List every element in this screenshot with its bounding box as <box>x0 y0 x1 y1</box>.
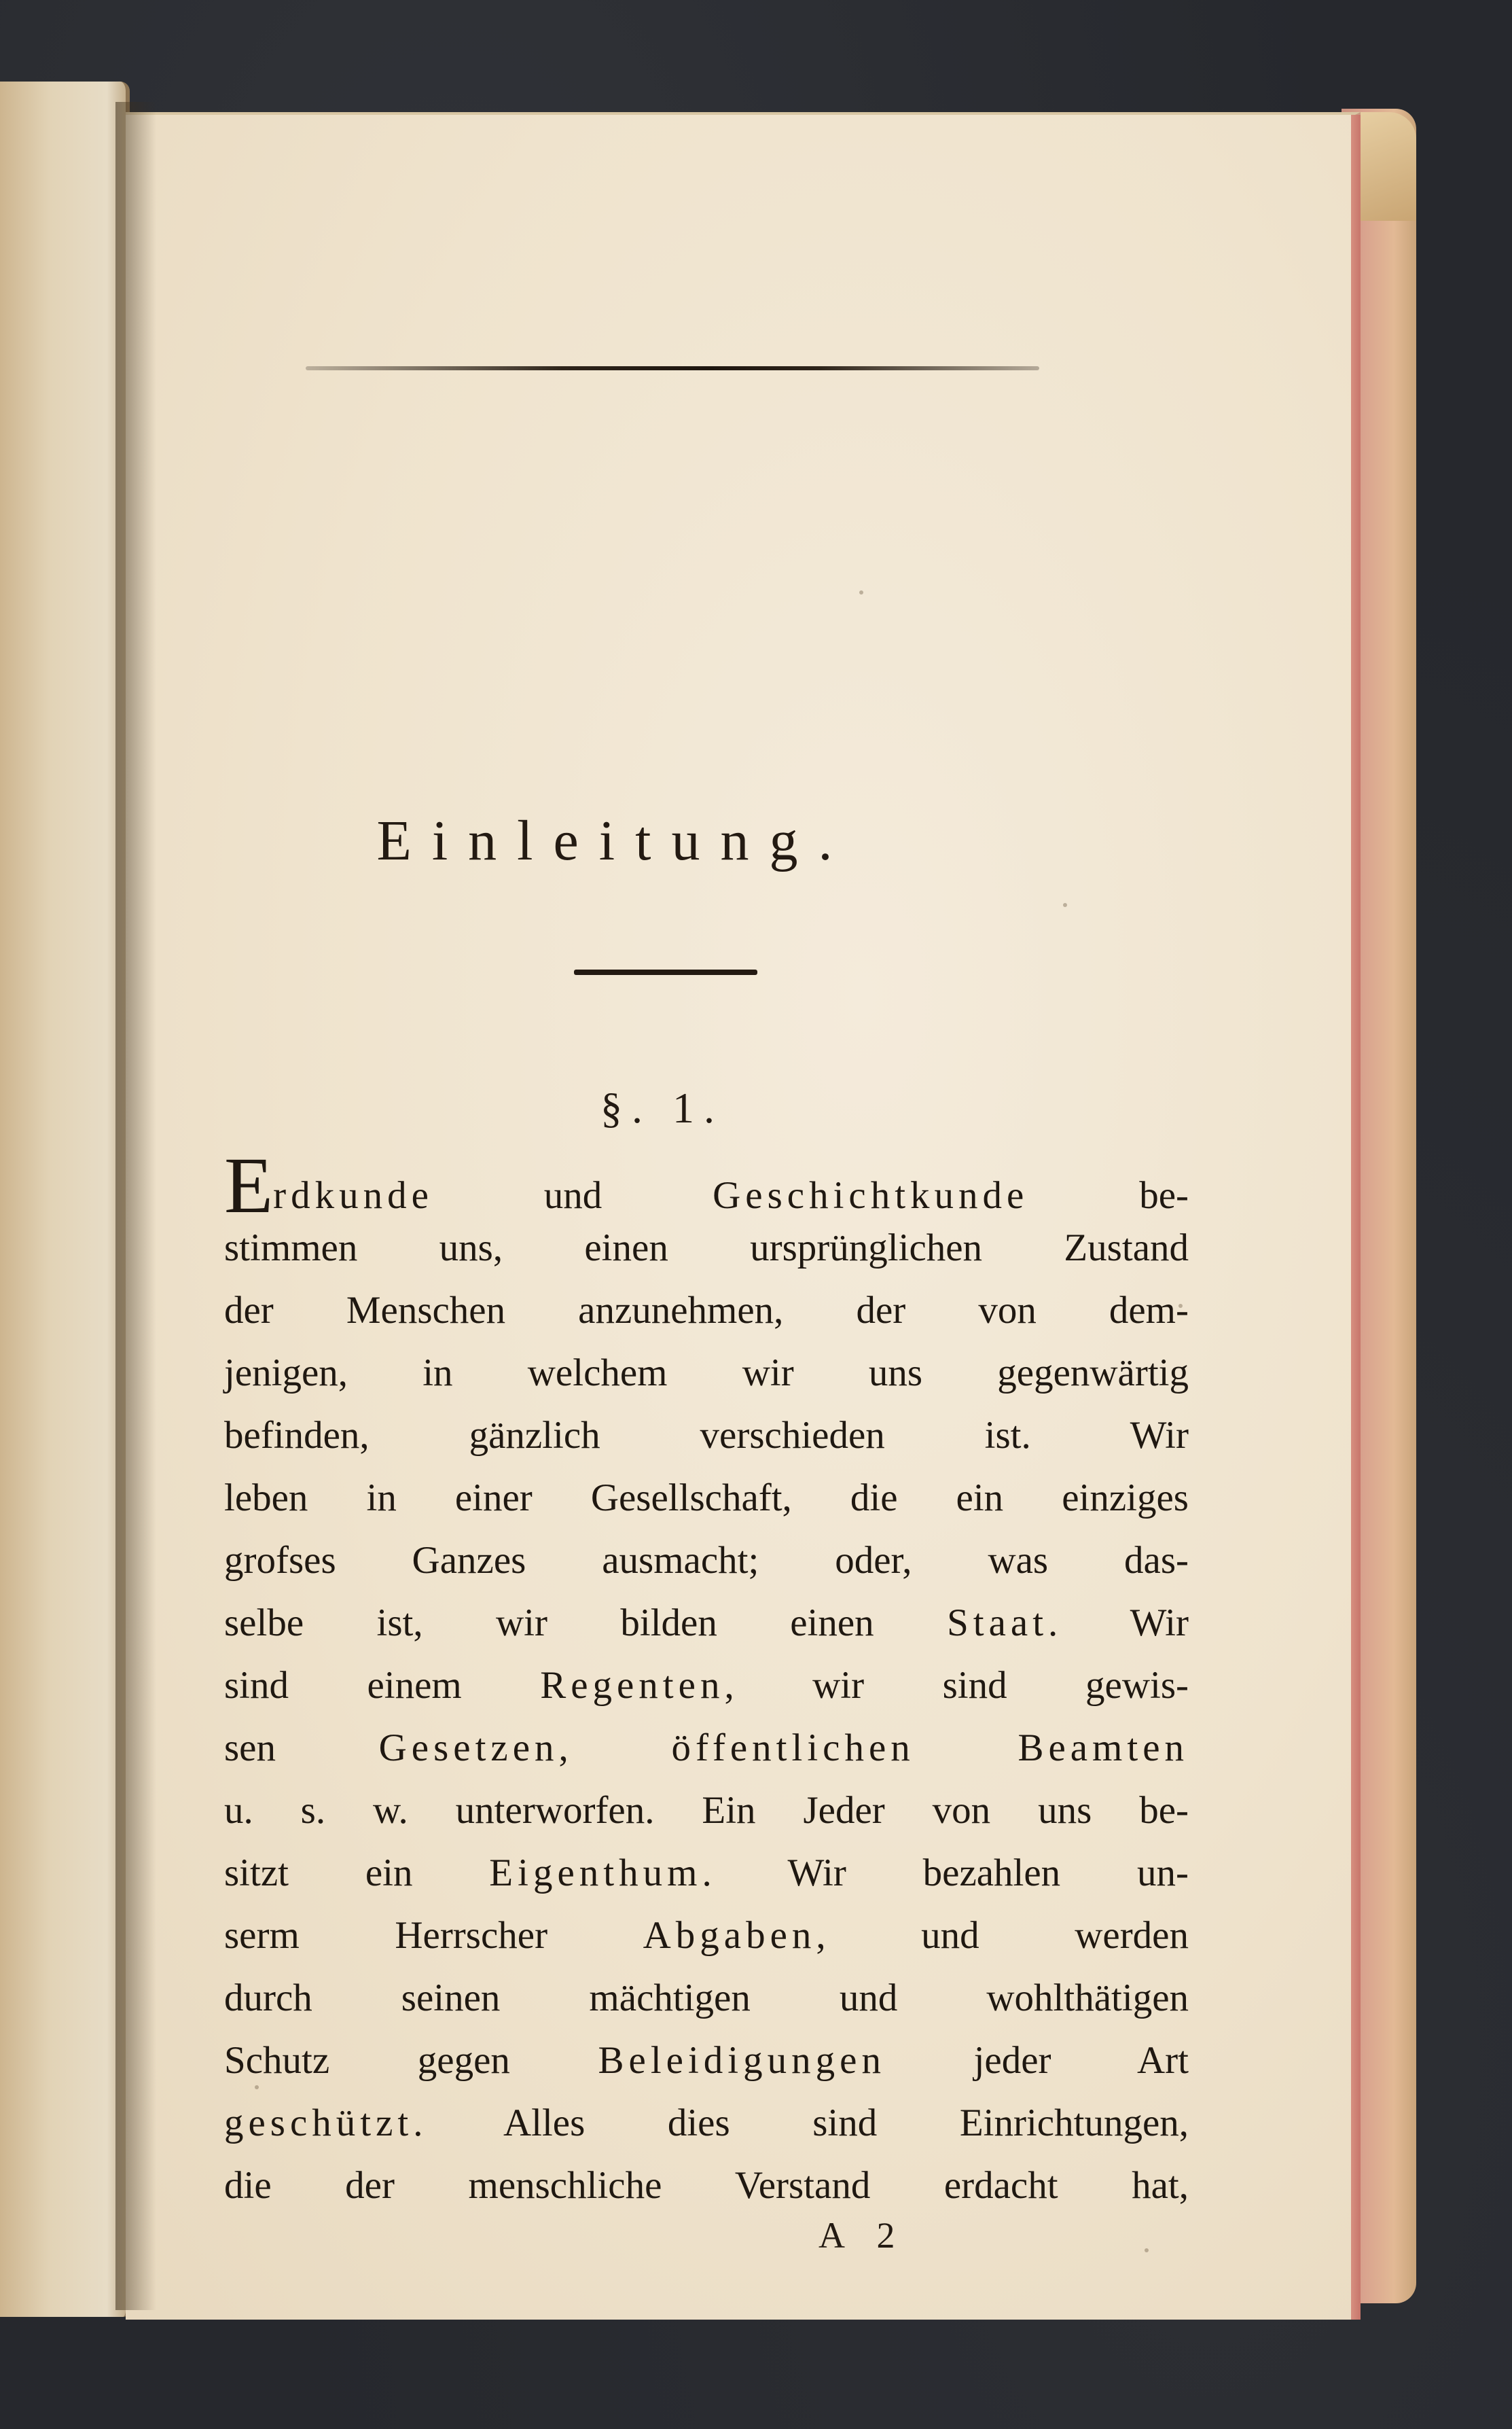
page-edge-red <box>1351 115 1361 2320</box>
text-line: sen Gesetzen, öffentlichen Beamten <box>224 1726 1189 1769</box>
text-line: u. s. w. unterworfen. Ein Jeder von uns be- <box>224 1789 1189 1832</box>
text-line: grofses Ganzes ausmacht; oder, was das- <box>224 1539 1189 1582</box>
text-line: leben in einer Gesellschaft, die ein einziges <box>224 1476 1189 1519</box>
paper-speck <box>255 2085 259 2089</box>
text-line: Schutz gegen Beleidigungen jeder Art <box>224 2039 1189 2082</box>
text-line: geschützt. Alles dies sind Einrichtungen, <box>224 2102 1189 2144</box>
text-line: durch seinen mächtigen und wohlthätigen <box>224 1976 1189 2019</box>
paper-speck <box>1178 1304 1183 1308</box>
text-line: sitzt ein Eigenthum. Wir bezahlen un- <box>224 1851 1189 1894</box>
body-text <box>224 1141 1189 2217</box>
initial-letter: E <box>224 1141 274 1230</box>
text-line: Erdkunde und Geschichtkunde be- <box>224 1141 1189 1230</box>
top-rule <box>306 366 1039 370</box>
book-cover-fold <box>1352 112 1416 221</box>
text-line: sind einem Regenten, wir sind gewis- <box>224 1664 1189 1707</box>
text-line: stimmen uns, einen ursprünglichen Zustand <box>224 1226 1189 1269</box>
section-heading: §. 1. <box>600 1084 724 1132</box>
text-line: die der menschliche Verstand erdacht hat, <box>224 2164 1189 2207</box>
page-title: Einleitung. <box>376 809 853 872</box>
title-rule <box>574 970 757 975</box>
text-line: der Menschen anzunehmen, der von dem- <box>224 1289 1189 1332</box>
text-line: befinden, gänzlich verschieden ist. Wir <box>224 1414 1189 1457</box>
gutter-shadow <box>115 102 156 2310</box>
paper-speck <box>1063 903 1067 907</box>
signature-mark: A 2 <box>818 2215 907 2256</box>
previous-page <box>0 82 130 2317</box>
paper-speck <box>859 590 863 595</box>
text-line: selbe ist, wir bilden einen Staat. Wir <box>224 1601 1189 1644</box>
text-line: jenigen, in welchem wir uns gegenwärtig <box>224 1351 1189 1394</box>
text-line: serm Herrscher Abgaben, und werden <box>224 1914 1189 1957</box>
paper-speck <box>1145 2248 1149 2252</box>
book-page <box>126 112 1361 2320</box>
